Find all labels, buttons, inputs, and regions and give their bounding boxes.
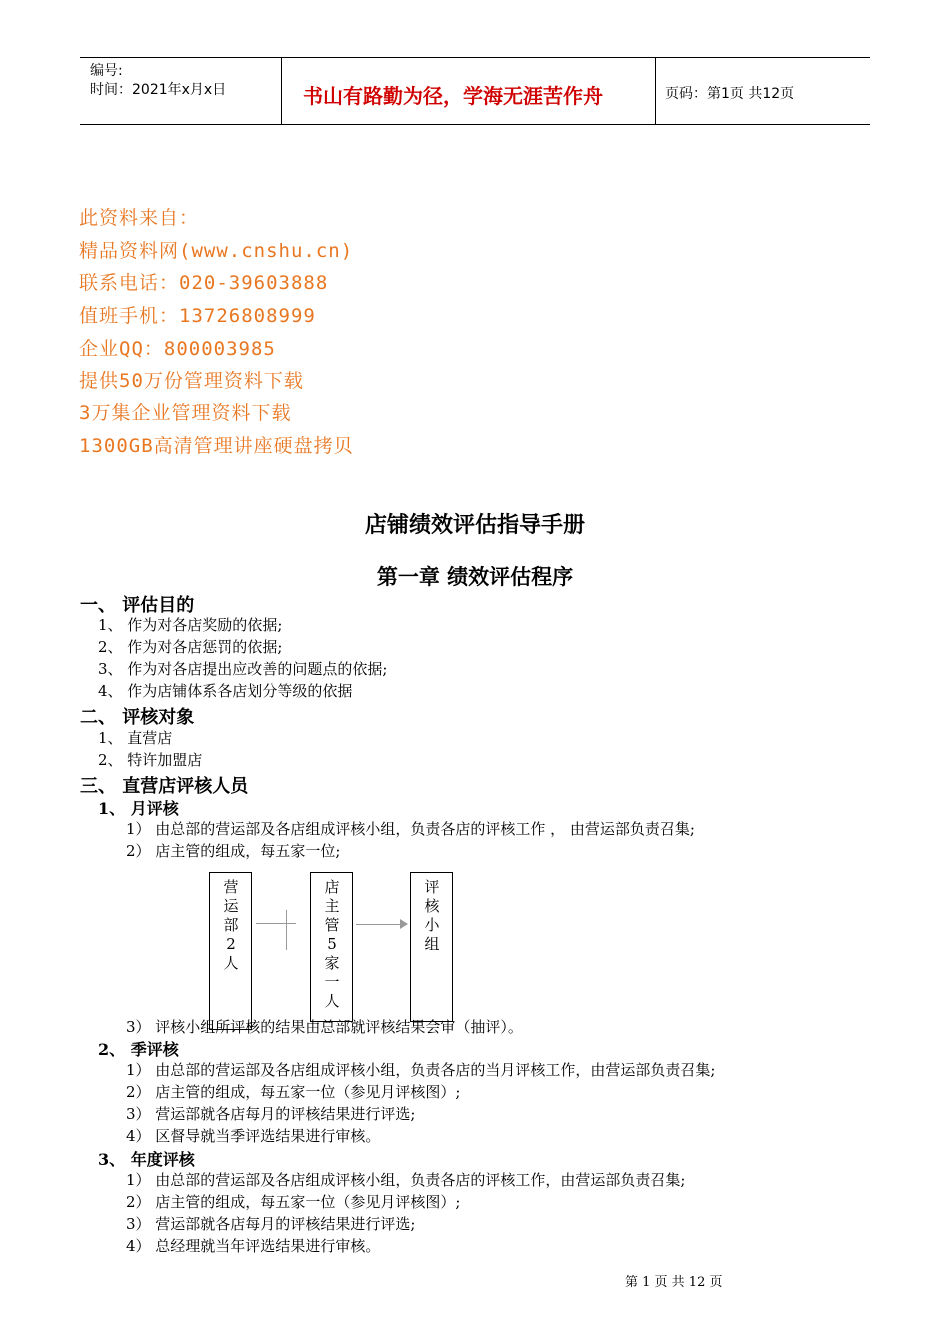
section-heading-targets: 二、 评核对象	[80, 707, 195, 728]
list-item: 1） 由总部的营运部及各店组成评核小组，负责各店的评核工作 ， 由营运部负责召集;	[126, 820, 695, 838]
list-item: 4） 区督导就当季评选结果进行审核。	[126, 1127, 381, 1145]
arrow-right-icon	[400, 919, 408, 929]
list-item: 1、 作为对各店奖励的依据;	[98, 616, 283, 634]
list-item: 4） 总经理就当年评选结果进行审核。	[126, 1237, 381, 1255]
subsection-heading-annual: 3、 年度评核	[98, 1150, 195, 1169]
source-line: 企业QQ：800003985	[79, 338, 276, 360]
header-divider-2	[655, 57, 656, 124]
list-item: 2） 店主管的组成，每五家一位（参见月评核图）;	[126, 1193, 461, 1211]
list-item: 3） 营运部就各店每月的评核结果进行评选;	[126, 1105, 416, 1123]
list-item: 2、 特许加盟店	[98, 751, 203, 769]
list-item: 3） 评核小组所评核的结果由总部就评核结果会审（抽评）。	[126, 1018, 523, 1036]
header-top-rule	[80, 57, 870, 58]
source-line: 此资料来自：	[79, 207, 200, 229]
list-item: 1） 由总部的营运部及各店组成评核小组，负责各店的当月评核工作，由营运部负责召集;	[126, 1061, 716, 1079]
list-item: 2） 店主管的组成，每五家一位（参见月评核图）;	[126, 1083, 461, 1101]
list-item: 1、 直营店	[98, 729, 173, 747]
list-item: 3） 营运部就各店每月的评核结果进行评选;	[126, 1215, 416, 1233]
diagram-connector-2	[356, 924, 406, 925]
list-item: 3、 作为对各店提出应改善的问题点的依据;	[98, 660, 388, 678]
page-footer: 第 1 页 共 12 页	[625, 1275, 723, 1290]
list-item: 2、 作为对各店惩罚的依据;	[98, 638, 283, 656]
header-time-label: 时间：2021年x月x日	[90, 82, 227, 98]
subsection-heading-monthly: 1、 月评核	[98, 799, 179, 818]
source-line: 提供50万份管理资料下载	[79, 370, 304, 392]
list-item: 2） 店主管的组成，每五家一位;	[126, 842, 341, 860]
chapter-title: 第一章 绩效评估程序	[376, 564, 574, 589]
header-motto: 书山有路勤为径，学海无涯苦作舟	[303, 84, 603, 108]
source-line: 1300GB高清管理讲座硬盘拷贝	[79, 435, 354, 457]
section-heading-reviewers: 三、 直营店评核人员	[80, 776, 249, 797]
header-page-code: 页码：第1页 共12页	[665, 86, 795, 102]
source-line: 3万集企业管理资料下载	[79, 402, 292, 424]
list-item: 1） 由总部的营运部及各店组成评核小组，负责各店的评核工作，由营运部负责召集;	[126, 1171, 686, 1189]
diagram-box-store-managers-label: 店主管5家一人	[324, 878, 340, 1010]
header-number-label: 编号:	[90, 63, 123, 79]
subsection-heading-quarterly: 2、 季评核	[98, 1040, 179, 1059]
document-title: 店铺绩效评估指导手册	[364, 512, 585, 538]
diagram-box-review-group-label: 评核小组	[424, 878, 440, 953]
diagram-box-operations-label: 营运部2人	[223, 878, 239, 972]
source-line: 精品资料网(www.cnshu.cn)	[79, 240, 354, 262]
header-divider-1	[281, 57, 282, 124]
section-heading-purpose: 一、 评估目的	[80, 595, 195, 616]
list-item: 4、 作为店铺体系各店划分等级的依据	[98, 682, 353, 700]
header-bottom-rule	[80, 124, 870, 125]
diagram-connector-1-tick	[286, 910, 287, 950]
source-line: 值班手机：13726808999	[79, 305, 316, 327]
source-line: 联系电话：020-39603888	[79, 272, 329, 294]
diagram-connector-1	[256, 923, 296, 924]
